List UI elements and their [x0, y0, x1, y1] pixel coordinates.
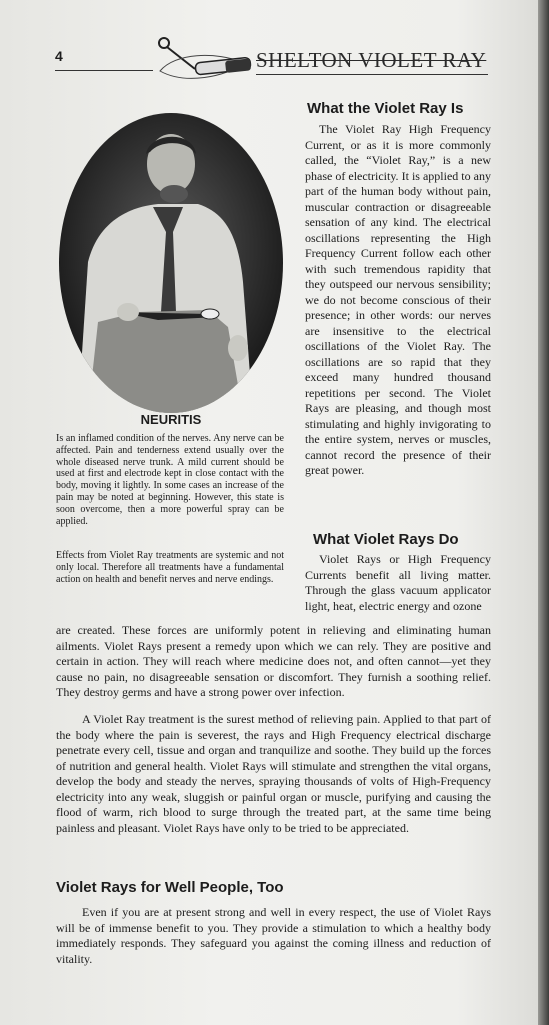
header-rule-right [256, 74, 488, 75]
man-portrait-illustration [58, 112, 284, 414]
caption-paragraph-effects: Effects from Violet Ray treatments are systemic and not only local. Therefore all treatments have a fundamental action on health and benefit nerves and nerve endings. [56, 550, 284, 585]
violet-ray-applicator-icon [155, 33, 265, 88]
section-heading-well-people: Violet Rays for Well People, Too [56, 879, 284, 896]
header-rule-left [55, 70, 153, 71]
section-text-what-is: The Violet Ray High Frequency Current, or as it is more commonly called, the “Violet Ray,” is a new phase of electricity. It is applied to any part of the human body without pain, muscular contraction or disagreeable sensation of any kind. The electrical oscillations representing the High Frequency Current follow each other with such tremendous rapidity that they outspeed our nervous sensibility; we do not become conscious of their presence; in other words: our nerves are insensitive to the electrical oscillations of the Violet Ray. The oscillations are so rapid that they exceed many hundred thousand repetitions per second. The Violet Rays are pleasing, and though most stimulating and highly invigorating to the entire system, nerves or muscles, cannot record the presence of their great power. [305, 122, 491, 477]
page-number: 4 [55, 48, 63, 64]
caption-paragraph: Is an inflamed condition of the nerves. Any nerve can be affected. Pain and tenderness extend usually over the whole diseased nerve trunk. A mild current should be used at first and electrode kept in close contact with the body, moving it lightly. In some cases an increase of the pain may be noted at beginning. However, this state is soon overcome, then a more powerful spray can be applied. [56, 433, 284, 527]
section-heading-what-do: What Violet Rays Do [313, 531, 459, 548]
section-text-what-do: are created. These forces are uniformly potent in relieving and eliminating human ailments. Violet Rays present a remedy upon which we can rely. They are positive and certain in action. They will reach where medicine does not, and often cannot—yet they cause no pain, no disagreeable sensation or discomfort. They furnish a soothing relief. They destroy germs and have a strong power over infection. [56, 623, 491, 699]
brand-title: SHELTON VIOLET RAY [256, 48, 487, 72]
section-text-what-do-column: Violet Rays or High Frequency Currents benefit all living matter. Through the glass vacuum applicator light, heat, electric energy and ozone [305, 552, 491, 613]
section-heading-what-is: What the Violet Ray Is [307, 100, 464, 117]
caption-heading: NEURITIS [140, 412, 202, 427]
page-header [0, 28, 538, 88]
page-edge-shadow [538, 0, 549, 1025]
section-text-well-people: Even if you are at present strong and well in every respect, the use of Violet Rays will be of immense benefit to you. They provide a stimulation to which a healthy body immediately responds. They safeguard you against the coming illness and reduction of vitality. [56, 905, 491, 966]
section-text-treatment: A Violet Ray treatment is the surest method of relieving pain. Applied to that part of the body where the pain is severest, the rays and High Frequency electrical discharge penetrate every cell, tissue and organ and tranquilize and soothe. They build up the forces of nutrition and general health. Violet Rays will stimulate and strengthen the vital organs, develop the body and steady the nerves, spraying thousands of volts of High-Frequency electricity into any weak, sluggish or painful organ or muscle, purifying and causing the flood of warm, rich blood to surge through the treated part, at the same time being painless and pleasant. Violet Rays have only to be tried to be appreciated. [56, 712, 491, 835]
